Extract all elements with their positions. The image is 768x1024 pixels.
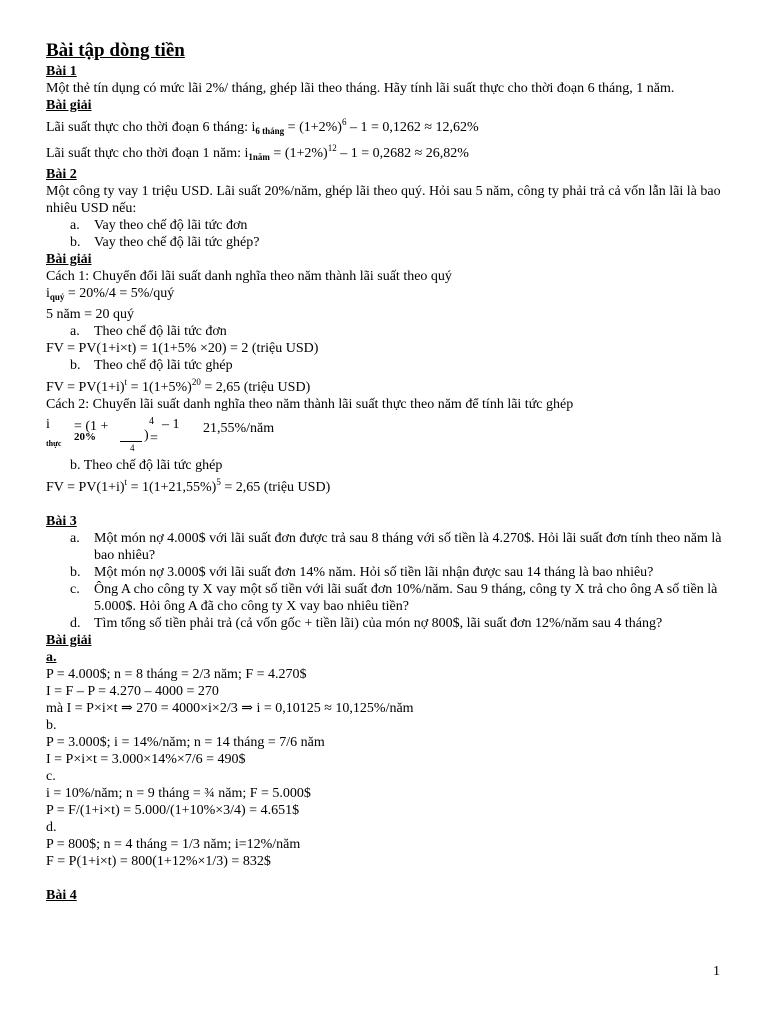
exercise-3-solution-d-line: P = 800$; n = 4 tháng = 1/3 năm; i=12%/năm	[46, 837, 301, 852]
equation-exponent: 4	[149, 416, 154, 427]
exercise-2-heading: Bài 2	[46, 167, 77, 182]
page-number: 1	[713, 964, 720, 979]
exercise-1-problem: Một thẻ tín dụng có mức lãi 2%/ tháng, ghép lãi theo tháng. Hãy tính lãi suất thực cho thời đoạn 6 tháng, 1 năm.	[46, 81, 675, 96]
exercise-3-solution-b-line: I = P×i×t = 3.000×14%×7/6 = 490$	[46, 752, 246, 767]
exercise-2-method-2: Cách 2: Chuyển lãi suất danh nghĩa theo năm thành lãi suất thực theo năm để tính lãi tức ghép	[46, 397, 574, 412]
exercise-2-solution-heading: Bài giải	[46, 252, 92, 267]
exercise-2-fv-compound: FV = $PV(1+i)^t = 1(1+5\%)^{20} = 2,65$ (triệu USD)	[46, 377, 311, 395]
exercise-2-problem: Một công ty vay 1 triệu USD. Lãi suất 20%/năm, ghép lãi theo quý. Hỏi sau 5 năm, công ty phải trả cả vốn lẫn lãi là bao nhiêu USD nếu:	[46, 184, 721, 216]
exercise-3-solution-b-label: b.	[46, 718, 57, 733]
exercise-1-solution-heading: Bài giải	[46, 98, 92, 113]
exercise-2-method-1-a: a. Theo chế độ lãi tức đơn	[70, 324, 227, 339]
equation-result: 21,55%/năm	[203, 421, 275, 436]
exercise-2-fv-effective: FV = $PV(1+i)^t = 1(1+21,55\%)^5 = 2,65$ (triệu USD)	[46, 477, 331, 495]
equation-denominator: 4	[130, 443, 135, 453]
exercise-3-heading: Bài 3	[46, 514, 77, 529]
exercise-3-solution-c-line: P = F/(1+i×t) = 5.000/(1+10%×3/4) = 4.651$	[46, 803, 300, 818]
exercise-3-solution-heading: Bài giải	[46, 633, 92, 648]
equation-equals: =	[150, 431, 158, 446]
exercise-3-option-d: d. Tìm tổng số tiền phải trả (cả vốn gốc + tiền lãi) của món nợ 800$, lãi suất đơn 12%/năm sau 4 tháng?	[70, 616, 663, 631]
exercise-1-heading: Bài 1	[46, 64, 77, 79]
exercise-2-option-a: a. Vay theo chế độ lãi tức đơn	[70, 218, 248, 233]
exercise-2-option-b: b. Vay theo chế độ lãi tức ghép?	[70, 235, 260, 250]
exercise-1-line-1-year: Lãi suất thực cho thời đoạn 1 năm: $i_{1năm} = (1+2\%)^{12} - 1 = 0,2682 \approx 26,82\%$	[46, 143, 469, 162]
exercise-2-method-1: Cách 1: Chuyển đổi lãi suất danh nghĩa theo năm thành lãi suất theo quý	[46, 269, 452, 284]
exercise-3-solution-d-label: d.	[46, 820, 57, 835]
exercise-4-heading: Bài 4	[46, 888, 77, 903]
spacer	[46, 870, 726, 887]
exercise-3-solution-a-line: P = 4.000$; n = 8 tháng = 2/3 năm; F = 4.270$	[46, 667, 307, 682]
exercise-3-solution-a-line: I = F – P = 4.270 – 4000 = 270	[46, 684, 219, 699]
equation-i: i	[46, 417, 50, 432]
equation-close: )	[144, 428, 149, 443]
exercise-3-option-b: b. Một món nợ 3.000$ với lãi suất đơn 14% năm. Hỏi số tiền lãi nhận được sau 14 tháng là bao nhiêu?	[70, 565, 654, 580]
exercise-1-line-6-months: Lãi suất thực cho thời đoạn 6 tháng: $i_{6 tháng} = (1+2\%)^6 - 1 = 0,1262 \approx 12,62\%$	[46, 117, 479, 136]
exercise-3-solution-c-line: i = 10%/năm; n = 9 tháng = ¾ năm; F = 5.000$	[46, 786, 311, 801]
equation-open: = (1 +	[74, 419, 109, 434]
exercise-3-solution-d-line: F = P(1+i×t) = 800(1+12%×1/3) = 832$	[46, 854, 271, 869]
exercise-2-periods: 5 năm = 20 quý	[46, 307, 134, 322]
exercise-3-solution-a-label: a.	[46, 650, 57, 665]
exercise-3-solution-a-line: mà I = P×i×t ⇒ 270 = 4000×i×2/3 ⇒ i = 0,10125 ≈ 10,125%/năm	[46, 701, 414, 716]
spacer	[46, 496, 726, 513]
equation-numerator: 20%	[74, 431, 96, 443]
exercise-2-fv-simple: FV = PV(1+i×t) = 1(1+5% ×20) = 2 (triệu USD)	[46, 341, 319, 356]
effective-rate-equation	[46, 413, 726, 457]
document-title: Bài tập dòng tiền	[46, 40, 185, 61]
equation-i-subscript: thực	[46, 439, 62, 448]
exercise-2-method-2-b: b. Theo chế độ lãi tức ghép	[70, 458, 223, 473]
exercise-3-solution-b-line: P = 3.000$; i = 14%/năm; n = 14 tháng = 7/6 năm	[46, 735, 325, 750]
exercise-2-quarterly-rate: $i_{quý} = 20\%/4$ = 5%/quý	[46, 286, 175, 302]
document-body	[46, 40, 726, 904]
equation-minus-one: – 1	[162, 417, 180, 432]
exercise-3-option-a: a. Một món nợ 4.000$ với lãi suất đơn được trả sau 8 tháng với số tiền là 4.270$. Hỏi lãi suất đơn tính theo năm là bao nhiêu?	[70, 531, 722, 563]
exercise-2-method-1-b: b. Theo chế độ lãi tức ghép	[70, 358, 233, 373]
exercise-3-option-c: c. Ông A cho công ty X vay một số tiền với lãi suất đơn 10%/năm. Sau 9 tháng, công ty X trả cho ông A số tiền là 5.000$. Hỏi ông A đã cho công ty X vay bao nhiêu tiền?	[70, 582, 718, 614]
exercise-3-solution-c-label: c.	[46, 769, 56, 784]
